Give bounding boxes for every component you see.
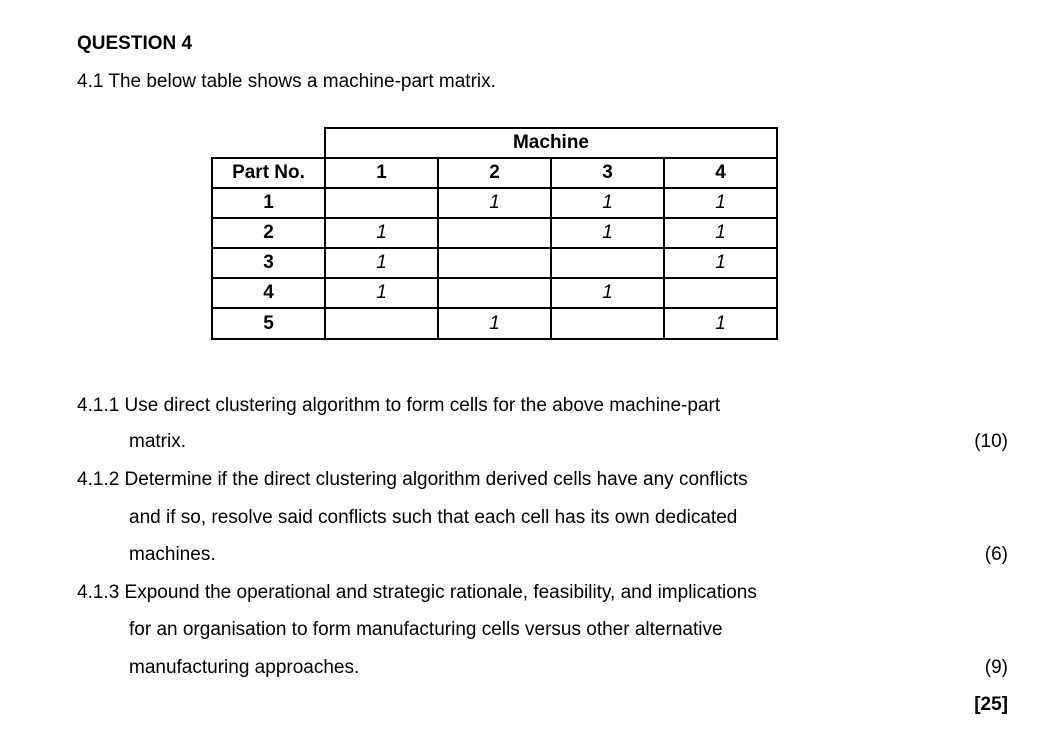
table-row [212,308,777,339]
question-4-1-1-line-1: 4.1.1 Use direct clustering algorithm to form cells for the above machine-part [77,395,721,416]
machine-header: 2 [438,158,551,188]
matrix-cell: 1 [664,188,777,218]
matrix-cell: 1 [664,218,777,248]
question-4-1-2-line-3: machines. [129,544,216,565]
matrix-cell [551,308,664,339]
matrix-cell [438,278,551,308]
part-number: 3 [212,248,325,278]
matrix-cell: 1 [551,188,664,218]
question-4-1-3-line-3: manufacturing approaches. [129,657,360,678]
question-4-1-3-line-2: for an organisation to form manufacturing cells versus other alternative [129,619,723,640]
table-row [212,218,777,248]
matrix-cell [664,278,777,308]
machine-header: 1 [325,158,438,188]
question-4-1-2-line-1: 4.1.2 Determine if the direct clustering algorithm derived cells have any conflicts [77,469,748,490]
machine-part-matrix [211,127,778,340]
matrix-cell: 1 [664,248,777,278]
question-4-1-3-line-1: 4.1.3 Expound the operational and strategic rationale, feasibility, and implications [77,582,757,603]
matrix-cell [325,188,438,218]
table-row [212,188,777,218]
matrix-cell [325,308,438,339]
matrix-cell: 1 [325,248,438,278]
matrix-cell: 1 [325,278,438,308]
part-number: 2 [212,218,325,248]
question-intro: 4.1 The below table shows a machine-part matrix. [77,71,496,92]
table-row [212,278,777,308]
matrix-cell: 1 [551,278,664,308]
total-marks: [25] [974,694,1008,715]
part-number: 4 [212,278,325,308]
question-heading: QUESTION 4 [77,33,193,54]
machine-header: 3 [551,158,664,188]
machine-group-header: Machine [325,128,777,158]
part-number: 5 [212,308,325,339]
matrix-cell: 1 [438,308,551,339]
matrix-cell [438,248,551,278]
question-4-1-2-marks: (6) [984,544,1008,565]
matrix-cell: 1 [551,218,664,248]
part-no-header: Part No. [212,158,325,188]
matrix-cell: 1 [664,308,777,339]
matrix-cell [438,218,551,248]
question-4-1-3-marks: (9) [984,657,1008,678]
table-corner [212,128,325,158]
question-4-1-2-line-2: and if so, resolve said conflicts such that each cell has its own dedicated [129,507,738,528]
table-row [212,248,777,278]
question-4-1-1-line-2: matrix. [129,431,186,452]
part-number: 1 [212,188,325,218]
matrix-cell: 1 [325,218,438,248]
matrix-cell: 1 [438,188,551,218]
question-4-1-1-marks: (10) [974,431,1008,452]
machine-header: 4 [664,158,777,188]
matrix-cell [551,248,664,278]
